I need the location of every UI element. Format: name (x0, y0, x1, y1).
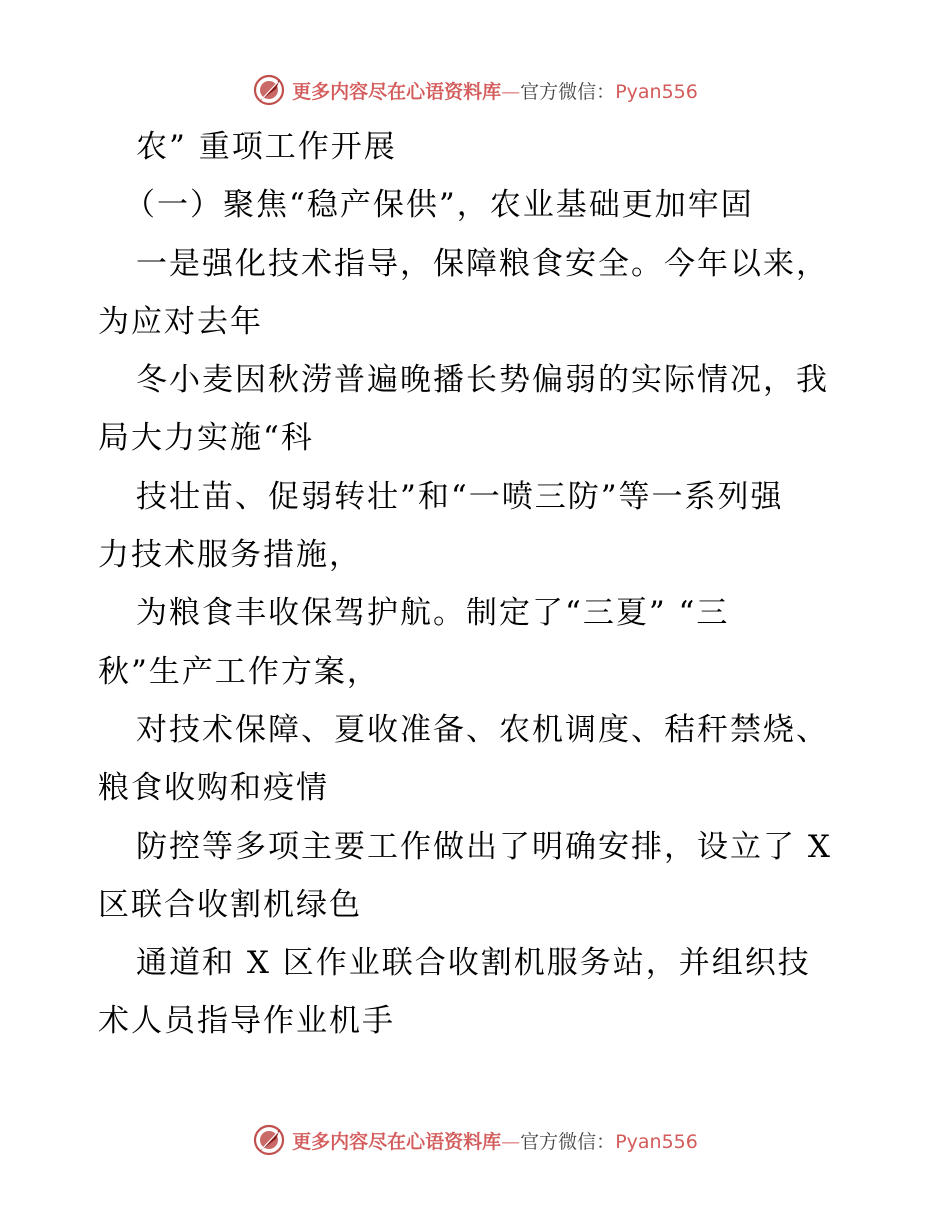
paragraph-line: 冬小麦因秋涝普遍晚播长势偏弱的实际情况，我 (136, 362, 829, 399)
paragraph-line: 为粮食丰收保驾护航。制定了“三夏” “三 (136, 595, 730, 632)
document-body (98, 118, 858, 1051)
footer-watermark (0, 1120, 950, 1160)
watermark-brand: 更多内容尽在心语资料库 (292, 80, 502, 103)
quill-logo-icon (252, 1123, 286, 1157)
paragraph-line: 对技术保障、夏收准备、农机调度、秸秆禁烧、 (136, 711, 829, 748)
paragraph-line: 技壮苗、促弱转壮”和“一喷三防”等一系列强 (136, 478, 784, 515)
watermark-text (292, 1127, 698, 1154)
paragraph-line: （一）聚焦“稳产保供”，农业基础更加牢固 (124, 187, 754, 224)
watermark-dash: — (501, 80, 521, 103)
watermark-text (292, 77, 698, 104)
watermark-brand: 更多内容尽在心语资料库 (292, 1130, 502, 1153)
paragraph-line: 防控等多项主要工作做出了明确安排，设立了 X (136, 828, 832, 865)
paragraph-line: 术人员指导作业机手 (98, 1003, 395, 1040)
paragraph-line: 通道和 X 区作业联合收割机服务站，并组织技 (136, 945, 811, 982)
paragraph-line: 局大力实施“科 (98, 420, 314, 457)
paragraph-line: 粮食收购和疫情 (98, 770, 329, 807)
watermark-handle: Pyan556 (615, 80, 698, 103)
paragraph-line: 为应对去年 (98, 303, 263, 340)
quill-logo-icon (252, 73, 286, 107)
paragraph-line: 农” 重项工作开展 (136, 129, 397, 165)
footer-watermark-inner (252, 1123, 698, 1157)
paragraph-line: 区联合收割机绿色 (98, 886, 362, 923)
watermark-handle: Pyan556 (615, 1130, 698, 1153)
header-watermark (0, 70, 950, 110)
header-watermark-inner (252, 73, 698, 107)
watermark-official: 官方微信： (520, 1130, 616, 1153)
paragraph-line: 力技术服务措施， (98, 537, 362, 574)
paragraph-line: 秋”生产工作方案， (98, 653, 380, 690)
watermark-official: 官方微信： (520, 80, 616, 103)
paragraph-line: 一是强化技术指导，保障粮食安全。今年以来， (136, 245, 829, 282)
watermark-dash: — (501, 1130, 521, 1153)
